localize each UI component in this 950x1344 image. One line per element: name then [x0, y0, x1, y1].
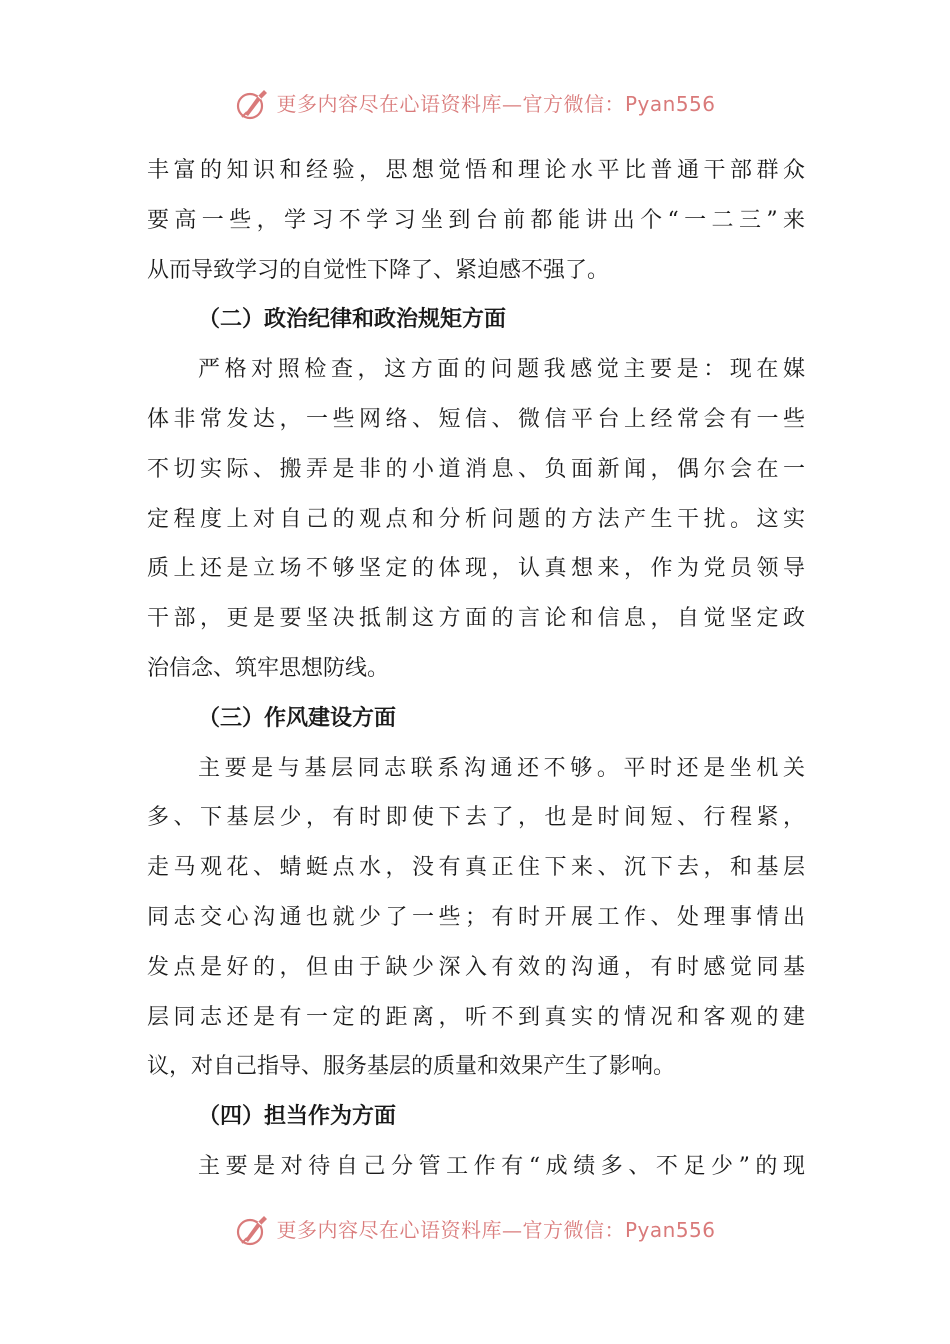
document-body: [147, 146, 805, 1192]
paragraph-line: 严格对照检查，这方面的问题我感觉主要是：现在媒: [198, 357, 805, 383]
section-heading: （四）担当作为方面: [198, 1104, 397, 1130]
paragraph-line: 发点是好的，但由于缺少深入有效的沟通，有时感觉同基: [147, 954, 805, 980]
paragraph-line: 主要是对待自己分管工作有“成绩多、不足少”的现: [198, 1153, 805, 1179]
watermark-wechat-id: Pyan556: [624, 1218, 716, 1242]
section-heading: （三）作风建设方面: [198, 705, 397, 731]
paragraph-line: 干部，更是要坚决抵制这方面的言论和信息，自觉坚定政: [147, 606, 805, 632]
paragraph-line: 议，对自己指导、服务基层的质量和效果产生了影响。: [147, 1054, 676, 1080]
paragraph-line: 不切实际、搬弄是非的小道消息、负面新闻，偶尔会在一: [147, 456, 805, 482]
paragraph-line: 丰富的知识和经验，思想觉悟和理论水平比普通干部群众: [147, 158, 805, 183]
watermark-text: 更多内容尽在心语资料库—官方微信：Pyan556: [276, 92, 716, 116]
paragraph-line: 层同志还是有一定的距离，听不到真实的情况和客观的建: [147, 1004, 805, 1030]
paragraph-line: 多、下基层少，有时即使下去了，也是时间短、行程紧，: [147, 805, 805, 831]
paragraph-line: 主要是与基层同志联系沟通还不够。平时还是坐机关: [198, 755, 805, 781]
paragraph-line: 体非常发达，一些网络、短信、微信平台上经常会有一些: [147, 406, 805, 432]
footer-watermark: [0, 1210, 950, 1250]
paragraph-line: 定程度上对自己的观点和分析问题的方法产生干扰。这实: [147, 506, 805, 532]
header-watermark: [0, 84, 950, 124]
pen-logo-icon: [234, 1210, 274, 1250]
paragraph-line: 走马观花、蜻蜓点水，没有真正住下来、沉下去，和基层: [147, 855, 805, 881]
paragraph-line: 从而导致学习的自觉性下降了、紧迫感不强了。: [147, 257, 610, 283]
section-heading: （二）政治纪律和政治规矩方面: [198, 307, 507, 333]
paragraph-line: 质上还是立场不够坚定的体现，认真想来，作为党员领导: [147, 556, 805, 582]
paragraph-line: 治信念、筑牢思想防线。: [147, 655, 390, 681]
watermark-wechat-id: Pyan556: [624, 92, 716, 116]
paragraph-line: 同志交心沟通也就少了一些；有时开展工作、处理事情出: [147, 904, 805, 930]
pen-logo-icon: [234, 84, 274, 124]
watermark-text: 更多内容尽在心语资料库—官方微信：Pyan556: [276, 1218, 716, 1242]
paragraph-line: 要高一些，学习不学习坐到台前都能讲出个“一二三”来: [147, 207, 805, 233]
